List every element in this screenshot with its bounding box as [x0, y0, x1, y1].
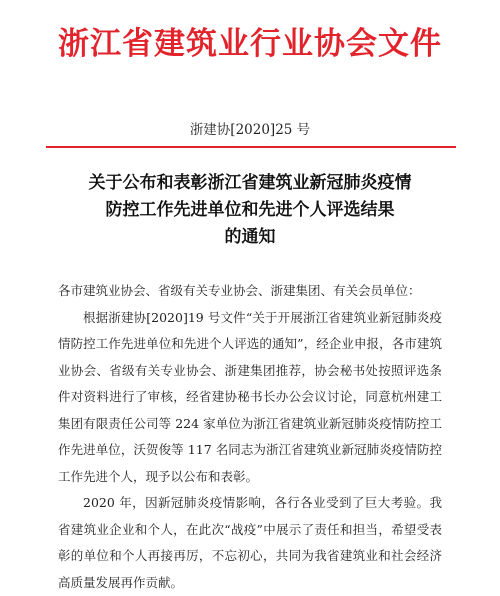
notice-title [0, 170, 500, 251]
title-line-3: 的通知 [224, 227, 276, 247]
body-paragraph-1: 根据浙建协[2020]19 号文件“关于开展浙江省建筑业新冠肺炎疫情防控工作先进单位和先进个人评选的通知”，经企业申报，各市建筑业协会、省级有关专业协会、浙建集团推荐，协会秘书处按照评选条件对资料进行了审核，经省建协秘书长办公会议讨论，同意杭州建工集团有限责任公司等 224 家单位为浙江省建筑业新冠肺炎疫情防控工作先进单位，沃贺俊等 117 名同志为浙江省建筑业新冠肺炎疫情防控工作先进个人，现予以公布和表彰。 [58, 309, 442, 484]
title-line-2: 防控工作先进单位和先进个人评选结果 [105, 200, 395, 220]
body-paragraph-2: 2020 年，因新冠肺炎疫情影响，各行各业受到了巨大考验。我省建筑业企业和个人，在此次“战疫”中展示了责任和担当，希望受表彰的单位和个人再接再厉，不忘初心，共同为我省建筑业和社会经济高质量发展再作贡献。 [58, 495, 442, 590]
masthead-title: 浙江省建筑业行业协会文件 [58, 26, 442, 62]
title-line-1: 关于公布和表彰浙江省建筑业新冠肺炎疫情 [88, 173, 412, 193]
document-number: 浙建协[2020]25 号 [189, 122, 311, 138]
salutation: 各市建筑业协会、省级有关专业协会、浙建集团、有关会员单位： [58, 283, 421, 298]
notice-body [58, 278, 442, 596]
red-divider-line [46, 146, 456, 148]
